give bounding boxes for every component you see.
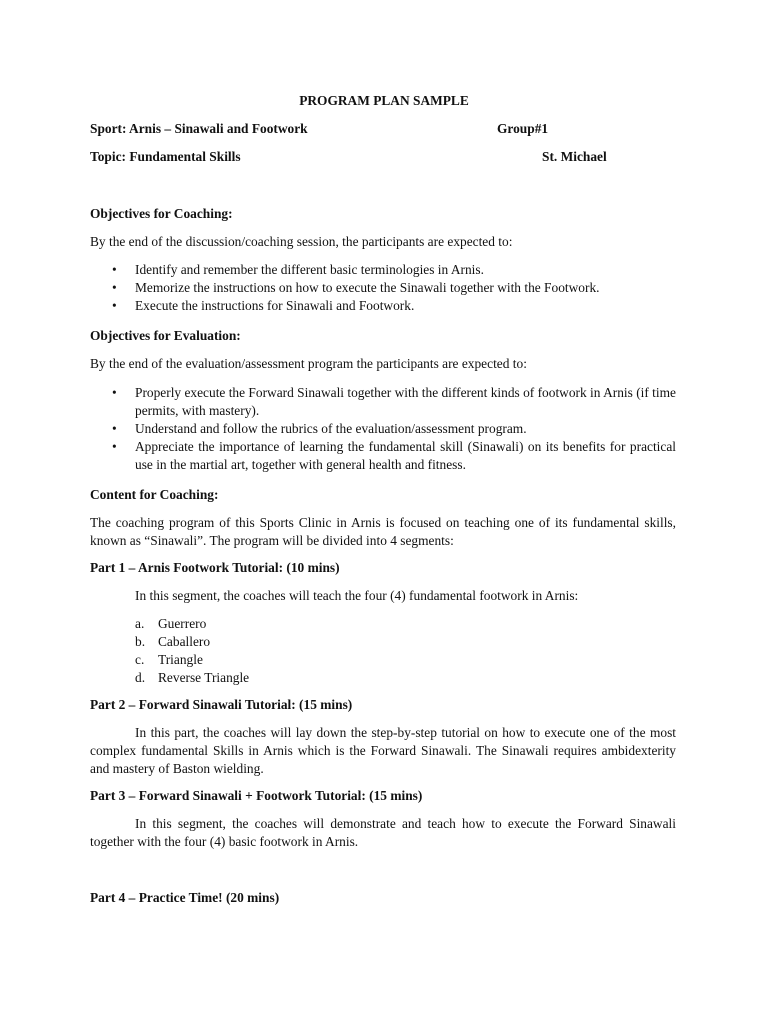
- list-item: [135, 651, 249, 669]
- list-item-text: Triangle: [158, 652, 203, 667]
- document-title: PROGRAM PLAN SAMPLE: [299, 93, 469, 108]
- list-marker: d.: [135, 670, 146, 685]
- list-item-text: Guerrero: [158, 616, 207, 631]
- objectives-evaluation-intro: By the end of the evaluation/assessment program the participants are expected to:: [90, 356, 527, 371]
- part1-heading: Part 1 – Arnis Footwork Tutorial: (10 mins): [90, 560, 340, 575]
- objectives-coaching-list: [90, 261, 676, 315]
- list-item: • Properly execute the Forward Sinawali together with the different kinds of footwork in Arnis (if time permits, with mastery).: [90, 384, 676, 420]
- objectives-coaching-intro: By the end of the discussion/coaching session, the participants are expected to:: [90, 234, 513, 249]
- list-marker: b.: [135, 634, 146, 649]
- part2-heading: Part 2 – Forward Sinawali Tutorial: (15 mins): [90, 697, 353, 712]
- objectives-coaching-heading: Objectives for Coaching:: [90, 206, 233, 221]
- topic-line: Topic: Fundamental Skills: [90, 149, 241, 164]
- part1-paragraph: In this segment, the coaches will teach the four (4) fundamental footwork in Arnis:: [135, 588, 579, 603]
- list-item: • Memorize the instructions on how to execute the Sinawali together with the Footwork.: [90, 279, 676, 297]
- content-paragraph: The coaching program of this Sports Clinic in Arnis is focused on teaching one of its fundamental skills, known as “Sinawali”. The program will be divided into 4 segments:: [90, 515, 676, 548]
- section-label: St. Michael: [542, 149, 607, 164]
- objectives-evaluation-list: [90, 384, 676, 474]
- list-item: • Understand and follow the rubrics of the evaluation/assessment program.: [90, 420, 676, 438]
- part3-paragraph: In this segment, the coaches will demonstrate and teach how to execute the Forward Sinawali together with the four (4) basic footwork in Arnis.: [90, 816, 676, 849]
- content-heading: Content for Coaching:: [90, 487, 219, 502]
- part3-heading: Part 3 – Forward Sinawali + Footwork Tutorial: (15 mins): [90, 788, 423, 803]
- group-label: Group#1: [497, 121, 549, 136]
- part4-heading: Part 4 – Practice Time! (20 mins): [90, 890, 280, 905]
- sport-line: Sport: Arnis – Sinawali and Footwork: [90, 121, 308, 136]
- list-marker: a.: [135, 616, 145, 631]
- list-marker: c.: [135, 652, 145, 667]
- list-item: • Appreciate the importance of learning the fundamental skill (Sinawali) on its benefits for practical use in the martial art, together with general health and fitness.: [90, 438, 676, 474]
- list-item: [135, 615, 249, 633]
- list-item: • Execute the instructions for Sinawali and Footwork.: [90, 297, 676, 315]
- list-item-text: Reverse Triangle: [158, 670, 250, 685]
- objectives-evaluation-heading: Objectives for Evaluation:: [90, 328, 241, 343]
- list-item: [135, 633, 249, 651]
- list-item-text: Caballero: [158, 634, 211, 649]
- footwork-list: [135, 615, 249, 687]
- list-item: • Identify and remember the different basic terminologies in Arnis.: [90, 261, 676, 279]
- part2-paragraph: In this part, the coaches will lay down the step-by-step tutorial on how to execute one of the most complex fundamental Skills in Arnis which is the Forward Sinawali. The Sinawali requires ambidexterity and mastery of Baston wielding.: [90, 725, 676, 776]
- list-item: [135, 669, 249, 687]
